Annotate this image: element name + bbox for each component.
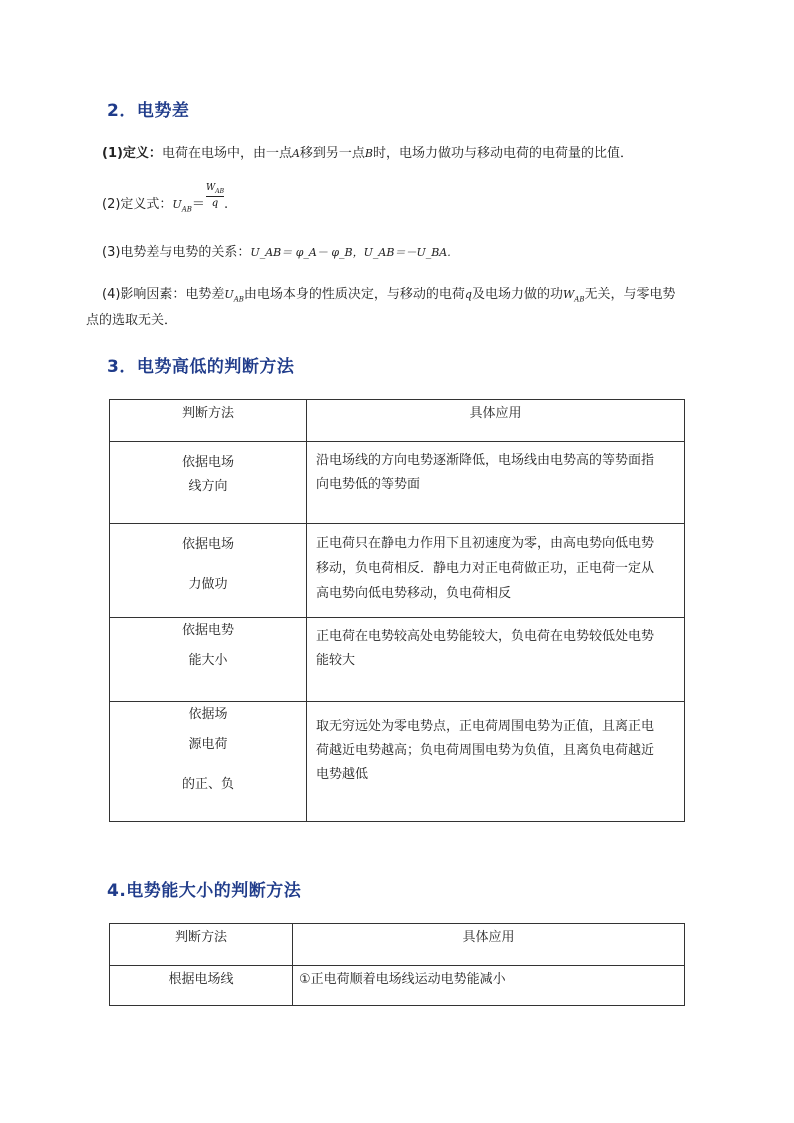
formula-end: . [224, 197, 229, 212]
detail-cell: 正电荷在电势较高处电势能较大，负电荷在电势较低处电势 能较大 [307, 618, 685, 702]
relation-formula: U_AB＝ φ_A－ φ_B，U_AB＝－U_BA. [250, 246, 451, 259]
definition-label: (1)定义： [102, 146, 162, 161]
table-row [110, 966, 685, 1006]
method-cell: 依据电场 线方向 [110, 442, 307, 524]
detail-cell: 沿电场线的方向电势逐渐降低，电场线由电势高的等势面指 向电势低的等势面 [307, 442, 685, 524]
formula-fraction [206, 183, 224, 209]
method-cell: 依据场 源电荷 的正、负 [110, 702, 307, 822]
section-2-heading: 2．电势差 [107, 101, 190, 121]
definition-text-a: 电荷在电场中，由一点 [161, 146, 292, 161]
table-row [110, 618, 685, 702]
energy-judgement-table [109, 923, 685, 1006]
header-method: 判断方法 [110, 400, 307, 442]
point-b-symbol: B [364, 147, 374, 160]
factors-paragraph-line2: 点的选取无关． [86, 313, 178, 328]
table-header-row [110, 400, 685, 442]
formula-label: (2)定义式： [102, 197, 173, 212]
potential-judgement-table [109, 399, 685, 822]
point-a-symbol: A [291, 147, 300, 160]
fraction-denominator: q [211, 197, 219, 209]
header-application: 具体应用 [293, 924, 685, 966]
formula-paragraph [102, 195, 205, 220]
header-application: 具体应用 [307, 400, 685, 442]
fraction-bar [206, 196, 224, 197]
formula-lhs: U [172, 198, 182, 211]
relation-label: (3)电势差与电势的关系： [102, 245, 251, 260]
formula-lhs-sub: AB [181, 205, 192, 214]
method-cell: 依据电场 力做功 [110, 524, 307, 618]
fraction-numerator: $W_{AB}$ [206, 183, 225, 195]
definition-text-b: 移到另一点 [299, 146, 365, 161]
table-row [110, 702, 685, 822]
detail-cell: 取无穷远处为零电势点，正电荷周围电势为正值，且离正电 荷越近电势越高；负电荷周围电势为负值，且离负电荷越近 电势越低 [307, 702, 685, 822]
method-cell: 依据电势 能大小 [110, 618, 307, 702]
table-row [110, 524, 685, 618]
detail-cell: ①正电荷顺着电场线运动电势能减小 [293, 966, 685, 1006]
detail-cell: 正电荷只在静电力作用下且初速度为零，由高电势向低电势 移动，负电荷相反．静电力对正电荷做正功，正电荷一定从 高电势向低电势移动，负电荷相反 [307, 524, 685, 618]
header-method: 判断方法 [110, 924, 293, 966]
factors-paragraph-line1: (4)影响因素：电势差$U_{AB}$由电场本身的性质决定，与移动的电荷q及电场力做的功$W_{AB}$无关，与零电势 [102, 287, 676, 304]
section-4-heading: 4.电势能大小的判断方法 [107, 881, 302, 901]
relation-paragraph [102, 243, 451, 263]
table-header-row [110, 924, 685, 966]
method-cell: 根据电场线 [110, 966, 293, 1006]
definition-paragraph [102, 144, 633, 164]
section-3-heading: 3．电势高低的判断方法 [107, 357, 295, 377]
table-row [110, 442, 685, 524]
definition-text-c: 时，电场力做功与移动电荷的电荷量的比值． [373, 146, 634, 161]
formula-equals: ＝ [191, 197, 205, 212]
